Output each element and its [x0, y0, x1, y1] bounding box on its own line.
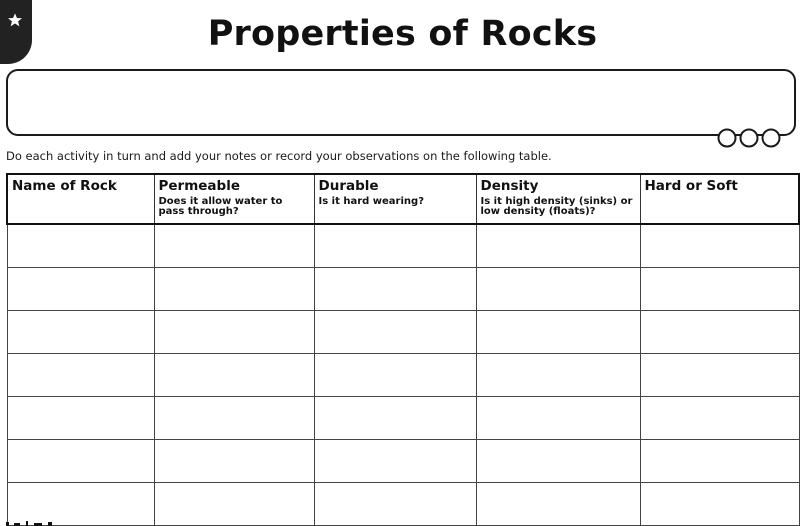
table-cell[interactable] [7, 482, 154, 525]
table-cell[interactable] [154, 482, 314, 525]
table-cell[interactable] [314, 310, 476, 353]
header-permeable [154, 174, 314, 224]
table-cell[interactable] [154, 439, 314, 482]
table-cell[interactable] [314, 353, 476, 396]
table-cell[interactable] [476, 482, 640, 525]
header-title: Permeable [158, 178, 240, 194]
header-title: Name of Rock [12, 178, 117, 194]
header-durable [314, 174, 476, 224]
table-cell[interactable] [154, 224, 314, 267]
table-cell[interactable] [7, 310, 154, 353]
page-title: Properties of Rocks [207, 14, 598, 54]
header-title: Durable [318, 178, 379, 194]
header-name-of-rock [7, 174, 154, 224]
header-title: Hard or Soft [644, 178, 738, 194]
table-row [7, 439, 799, 482]
three-circles-icon [716, 127, 786, 149]
table-row [7, 224, 799, 267]
table-cell[interactable] [7, 224, 154, 267]
table-cell[interactable] [476, 224, 640, 267]
table-header-row [7, 174, 799, 224]
table-cell[interactable] [476, 396, 640, 439]
table-cell[interactable] [640, 224, 799, 267]
table-cell[interactable] [154, 267, 314, 310]
table-cell[interactable] [314, 482, 476, 525]
header-subtitle: Does it allow water to pass through? [158, 196, 283, 217]
table-row [7, 396, 799, 439]
table-cell[interactable] [476, 267, 640, 310]
table-row [7, 353, 799, 396]
table-cell[interactable] [7, 267, 154, 310]
table-cell[interactable] [314, 224, 476, 267]
rock-properties-table [6, 173, 800, 526]
header-density [476, 174, 640, 224]
header-hard-or-soft [640, 174, 799, 224]
rock-properties-table-wrapper [6, 173, 798, 526]
table-cell[interactable] [640, 267, 799, 310]
table-cell[interactable] [7, 396, 154, 439]
table-cell[interactable] [7, 353, 154, 396]
table-cell[interactable] [640, 482, 799, 525]
table-cell[interactable] [476, 439, 640, 482]
table-cell[interactable] [476, 310, 640, 353]
table-cell[interactable] [7, 439, 154, 482]
table-cell[interactable] [154, 353, 314, 396]
table-cell[interactable] [640, 396, 799, 439]
name-box[interactable] [6, 69, 796, 136]
table-cell[interactable] [640, 310, 799, 353]
table-cell[interactable] [640, 439, 799, 482]
table-body [7, 224, 799, 525]
instructions-text: Do each activity in turn and add your notes or record your observations on the following table. [6, 149, 552, 163]
table-row [7, 482, 799, 525]
table-cell[interactable] [154, 310, 314, 353]
header-title: Density [480, 178, 539, 194]
table-cell[interactable] [314, 439, 476, 482]
table-cell[interactable] [314, 396, 476, 439]
header-subtitle: Is it high density (sinks) or low density (floats)? [480, 196, 633, 217]
table-row [7, 310, 799, 353]
header-subtitle: Is it hard wearing? [318, 196, 424, 207]
table-cell[interactable] [154, 396, 314, 439]
table-cell[interactable] [314, 267, 476, 310]
table-cell[interactable] [640, 353, 799, 396]
cut-off-text-fragment [4, 520, 62, 526]
table-cell[interactable] [476, 353, 640, 396]
table-row [7, 267, 799, 310]
